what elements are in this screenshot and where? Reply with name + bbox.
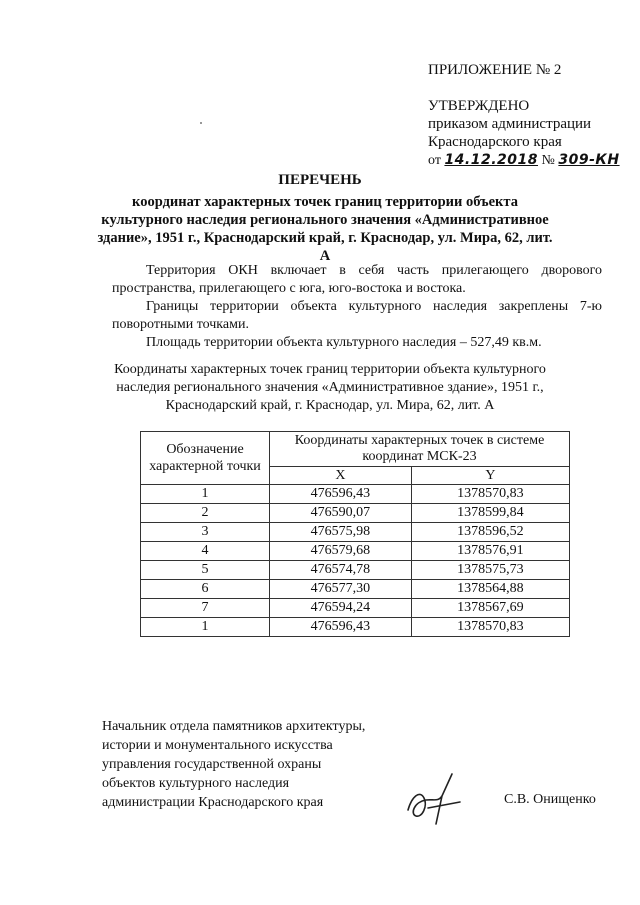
paragraph-boundaries: Границы территории объекта культурного наследия закреплены 7-ю поворотными точками. xyxy=(112,299,602,332)
cell-y: 1378564,88 xyxy=(411,580,569,599)
date-prefix: от xyxy=(428,153,441,168)
position-line: истории и монументального искусства xyxy=(102,738,333,753)
column-header-y: Y xyxy=(411,466,569,484)
cell-point: 4 xyxy=(141,542,270,561)
position-line: администрации Краснодарского края xyxy=(102,795,324,810)
cell-x: 476590,07 xyxy=(270,504,412,523)
cell-x: 476579,68 xyxy=(270,542,412,561)
cell-y: 1378567,69 xyxy=(411,599,569,618)
approved-label: УТВЕРЖДЕНО xyxy=(428,98,530,114)
position-line: управления государственной охраны xyxy=(102,757,322,772)
number-prefix: № xyxy=(541,153,555,168)
appendix-label: ПРИЛОЖЕНИЕ № 2 xyxy=(428,62,562,78)
cell-y: 1378576,91 xyxy=(411,542,569,561)
cell-point: 5 xyxy=(141,561,270,580)
scan-speck xyxy=(200,122,202,124)
signatory-position xyxy=(102,717,365,812)
cell-x: 476596,43 xyxy=(270,485,412,504)
table-row xyxy=(141,485,570,504)
cell-point: 2 xyxy=(141,504,270,523)
by-order-label: приказом администрации xyxy=(428,116,592,132)
cell-point: 3 xyxy=(141,523,270,542)
cell-x: 476596,43 xyxy=(270,618,412,637)
description xyxy=(112,262,602,352)
table-row xyxy=(141,580,570,599)
paragraph-territory: Территория ОКН включает в себя часть прилегающего дворового пространства, прилегающего с юга, юго-востока и востока. xyxy=(112,263,602,296)
document-title: ПЕРЕЧЕНЬ xyxy=(278,172,362,188)
cell-x: 476574,78 xyxy=(270,561,412,580)
paragraph-area: Площадь территории объекта культурного наследия – 527,49 кв.м. xyxy=(146,335,542,350)
table-row xyxy=(141,618,570,637)
handwritten-signature xyxy=(398,766,478,836)
order-number: 309-КН xyxy=(558,152,620,168)
column-header-coordinates: Координаты характерных точек в системе координат МСК-23 xyxy=(270,432,570,467)
cell-x: 476575,98 xyxy=(270,523,412,542)
cell-x: 476577,30 xyxy=(270,580,412,599)
cell-y: 1378596,52 xyxy=(411,523,569,542)
cell-point: 1 xyxy=(141,485,270,504)
cell-y: 1378575,73 xyxy=(411,561,569,580)
position-line: Начальник отдела памятников архитектуры, xyxy=(102,719,366,734)
table-row xyxy=(141,542,570,561)
column-header-x: X xyxy=(270,466,412,484)
cell-point: 6 xyxy=(141,580,270,599)
table-row xyxy=(141,561,570,580)
cell-point: 7 xyxy=(141,599,270,618)
position-line: объектов культурного наследия xyxy=(102,776,290,791)
table-row xyxy=(141,599,570,618)
cell-y: 1378570,83 xyxy=(411,485,569,504)
cell-x: 476594,24 xyxy=(270,599,412,618)
table-row xyxy=(141,523,570,542)
cell-point: 1 xyxy=(141,618,270,637)
signer-name: С.В. Онищенко xyxy=(504,792,596,807)
order-date: 14.12.2018 xyxy=(444,152,539,168)
coordinates-heading: Координаты характерных точек границ территории объекта культурного наследия регионального значения «Административное здание», 1951 г., Краснодарский край, г. Краснодар, ул. Мира, 62, лит. А xyxy=(114,362,546,413)
column-header-point: Обозначение характерной точки xyxy=(141,432,270,485)
document-subtitle: координат характерных точек границ территории объекта культурного наследия регионального значения «Административное здание», 1951 г., Краснодарский край, г. Краснодар, ул. Мира, 62, лит. А xyxy=(97,194,553,264)
coordinates-table xyxy=(140,431,570,637)
approval-block xyxy=(428,97,620,170)
table-row xyxy=(141,504,570,523)
cell-y: 1378570,83 xyxy=(411,618,569,637)
order-date-line xyxy=(428,151,620,170)
cell-y: 1378599,84 xyxy=(411,504,569,523)
region-label: Краснодарского края xyxy=(428,134,562,150)
